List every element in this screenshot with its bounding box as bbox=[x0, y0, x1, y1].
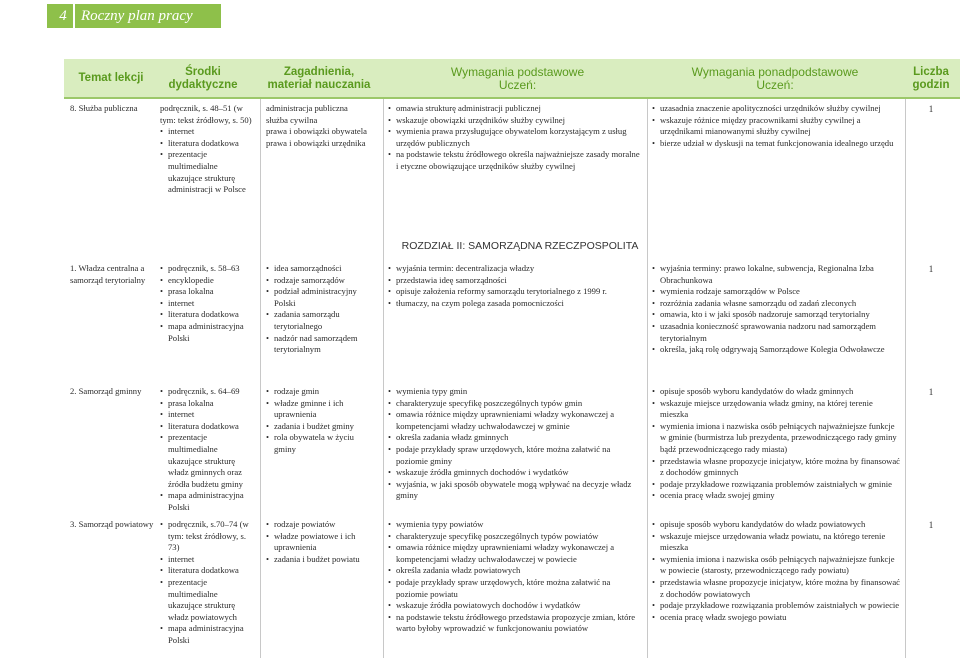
list-item: • prezentacje multimedialne ukazujące strukturę władz gminnych oraz źródła budżetu gminy bbox=[160, 432, 252, 490]
list-item: • bierze udział w dyskusji na temat funkcjonowania idealnego urzędu bbox=[652, 138, 900, 150]
list-item: • wymienia typy powiatów bbox=[388, 519, 640, 531]
page-number: 4 bbox=[59, 8, 67, 24]
list-item: służba cywilna bbox=[266, 114, 318, 125]
list-item: • uzasadnia konieczność sprawowania nadzoru nad samorządem terytorialnym bbox=[652, 321, 900, 344]
list-item: • idea samorządności bbox=[266, 263, 378, 275]
list-item: • wskazuje miejsce urzędowania władz powiatu, na którego terenie mieszka bbox=[652, 531, 900, 554]
list-item: • internet bbox=[160, 298, 252, 310]
list-item: • zadania i budżet powiatu bbox=[266, 554, 378, 566]
header-issues-line1: Zagadnienia, bbox=[283, 66, 355, 78]
header-basic bbox=[400, 66, 635, 92]
list-item: • określa zadania władz powiatowych bbox=[388, 565, 640, 577]
list-item: • określa zadania władz gminnych bbox=[388, 432, 640, 444]
list-item: • na podstawie tekstu źródłowego przedstawia propozycje zmian, które warto byłoby wprowadzić w funkcjonowaniu powiatów bbox=[388, 612, 640, 635]
row-issues bbox=[266, 519, 378, 565]
list-item: • prezentacje multimedialne ukazujące strukturę administracji w Polsce bbox=[160, 149, 252, 195]
header-rule bbox=[64, 97, 960, 99]
list-item: • zadania samorządu terytorialnego bbox=[266, 309, 378, 332]
list-item: • wyjaśnia, w jaki sposób obywatele mogą wpływać na decyzje władz gminy bbox=[388, 479, 640, 502]
header-hours-line2: godzin bbox=[912, 79, 950, 91]
list-item: • omawia, kto i w jaki sposób nadzoruje samorząd terytorialny bbox=[652, 309, 900, 321]
header-basic-line1: Wymagania podstawowe bbox=[450, 65, 585, 79]
section-title: ROZDZIAŁ II: SAMORZĄDNA RZECZPOSPOLITA bbox=[401, 240, 639, 252]
row-extended bbox=[652, 263, 900, 356]
row-issues bbox=[266, 263, 378, 356]
list-item: • wskazuje źródła gminnych dochodów i wydatków bbox=[388, 467, 640, 479]
list-item: • wyjaśnia terminy: prawo lokalne, subwencja, Regionalna Izba Obrachunkowa bbox=[652, 263, 900, 286]
row-hours: 1 bbox=[928, 387, 934, 397]
list-item: • rodzaje samorządów bbox=[266, 275, 378, 287]
page-banner bbox=[47, 4, 221, 28]
list-item: • podaje przykładowe rozwiązania problemów zaistniałych w gminie bbox=[652, 479, 900, 491]
row-basic bbox=[388, 263, 640, 309]
list-item: • podaje przykłady spraw urzędowych, które można załatwić na poziomie gminy bbox=[388, 444, 640, 467]
row-means bbox=[160, 263, 252, 344]
list-item: • uzasadnia znaczenie apolityczności urzędników służby cywilnej bbox=[652, 103, 900, 115]
list-item: • ocenia pracę władz swojego powiatu bbox=[652, 612, 900, 624]
list-item: • wymienia imiona i nazwiska osób pełniących najważniejsze funkcje w powiecie (starosty, przewodniczącego rady powiatu) bbox=[652, 554, 900, 577]
row-means bbox=[160, 103, 252, 196]
list-item: • podręcznik, s. 58–63 bbox=[160, 263, 252, 275]
list-item: • wskazuje różnice między pracownikami służby cywilnej a urzędnikami mianowanymi służby cywilnej bbox=[652, 115, 900, 138]
list-item: • prasa lokalna bbox=[160, 398, 252, 410]
row-basic bbox=[388, 103, 640, 173]
header-issues bbox=[260, 66, 378, 92]
list-item: • literatura dodatkowa bbox=[160, 138, 252, 150]
list-item: • rodzaje powiatów bbox=[266, 519, 378, 531]
list-item: • przedstawia własne propozycje inicjatyw, które można by finansować z dochodów gminnych bbox=[652, 456, 900, 479]
row-issues bbox=[266, 103, 378, 149]
row-means bbox=[160, 386, 252, 514]
header-extended-line1: Wymagania ponadpodstawowe bbox=[691, 65, 859, 79]
list-item: prawa i obowiązki urzędnika bbox=[266, 137, 366, 148]
list-item: • władze gminne i ich uprawnienia bbox=[266, 398, 378, 421]
list-item: • mapa administracyjna Polski bbox=[160, 490, 252, 513]
list-item: • opisuje sposób wyboru kandydatów do władz gminnych bbox=[652, 386, 900, 398]
list-item: • nadzór nad samorządem terytorialnym bbox=[266, 333, 378, 356]
header-issues-line2: materiał nauczania bbox=[267, 79, 371, 91]
list-item: • przedstawia własne propozycje inicjatyw, które można by finansować z dochodów powiatowych bbox=[652, 577, 900, 600]
header-hours bbox=[906, 66, 956, 92]
row-topic: 2. Samorząd gminny bbox=[70, 386, 142, 396]
list-item: • podręcznik, s.70–74 (w tym: tekst źródłowy, s. 73) bbox=[160, 519, 252, 554]
banner-title: Roczny plan pracy bbox=[81, 8, 193, 24]
header-means-line1: Środki bbox=[185, 66, 221, 78]
header-topic: Temat lekcji bbox=[78, 72, 144, 84]
column-divider bbox=[383, 99, 384, 658]
row-issues bbox=[266, 386, 378, 456]
list-item: • wymienia rodzaje samorządów w Polsce bbox=[652, 286, 900, 298]
header-basic-line2: Uczeń: bbox=[498, 78, 537, 92]
list-item: • omawia różnice między uprawnieniami władzy wykonawczej a kompetencjami władzy uchwałodawczej w gminie bbox=[388, 409, 640, 432]
column-divider bbox=[905, 99, 906, 658]
list-item: • wskazuje miejsce urzędowania władz gminy, na której terenie mieszka bbox=[652, 398, 900, 421]
header-means-line2: dydaktyczne bbox=[168, 79, 238, 91]
row-extended bbox=[652, 103, 900, 149]
list-item: • wymienia prawa przysługujące obywatelom korzystającym z usług urzędów publicznych bbox=[388, 126, 640, 149]
banner-divider bbox=[73, 4, 75, 28]
row-topic: 3. Samorząd powiatowy bbox=[70, 519, 154, 529]
header-extended bbox=[660, 66, 890, 92]
list-item: • mapa administracyjna Polski bbox=[160, 623, 252, 646]
header-means bbox=[158, 66, 248, 92]
list-item: • mapa administracyjna Polski bbox=[160, 321, 252, 344]
list-item: • wymienia typy gmin bbox=[388, 386, 640, 398]
list-item: podręcznik, s. 48–51 (w tym: tekst źródłowy, s. 50) bbox=[160, 103, 252, 125]
list-item: • omawia strukturę administracji publicznej bbox=[388, 103, 640, 115]
list-item: • określa, jaką rolę odgrywają Samorządowe Kolegia Odwoławcze bbox=[652, 344, 900, 356]
header-hours-line1: Liczba bbox=[913, 66, 949, 78]
header-extended-line2: Uczeń: bbox=[756, 78, 794, 92]
row-hours: 1 bbox=[928, 104, 934, 114]
list-item: • wyjaśnia termin: decentralizacja władzy bbox=[388, 263, 640, 275]
column-divider bbox=[647, 99, 648, 658]
list-item: • opisuje założenia reformy samorządu terytorialnego z 1999 r. bbox=[388, 286, 640, 298]
list-item: • rola obywatela w życiu gminy bbox=[266, 432, 378, 455]
list-item: • wymienia imiona i nazwiska osób pełniących najważniejsze funkcje w gminie (burmistrza lub prezydenta, przewodniczącego rady gminy bądź przewodniczącego rady miasta) bbox=[652, 421, 900, 456]
list-item: • podaje przykłady spraw urzędowych, które można załatwić na poziomie powiatu bbox=[388, 577, 640, 600]
list-item: • wskazuje obowiązki urzędników służby cywilnej bbox=[388, 115, 640, 127]
list-item: • podręcznik, s. 64–69 bbox=[160, 386, 252, 398]
list-item: • opisuje sposób wyboru kandydatów do władz powiatowych bbox=[652, 519, 900, 531]
row-basic bbox=[388, 519, 640, 635]
row-basic bbox=[388, 386, 640, 502]
list-item: • charakteryzuje specyfikę poszczególnych typów gmin bbox=[388, 398, 640, 410]
list-item: • ocenia pracę władz swojej gminy bbox=[652, 490, 900, 502]
row-extended bbox=[652, 519, 900, 623]
list-item: • tłumaczy, na czym polega zasada pomocniczości bbox=[388, 298, 640, 310]
row-hours: 1 bbox=[928, 520, 934, 530]
list-item: • przedstawia ideę samorządności bbox=[388, 275, 640, 287]
list-item: • literatura dodatkowa bbox=[160, 565, 252, 577]
column-divider bbox=[260, 99, 261, 658]
row-topic: 1. Władza centralna a samorząd terytorialny bbox=[70, 263, 146, 285]
list-item: • prezentacje multimedialne ukazujące strukturę władz powiatowych bbox=[160, 577, 252, 623]
list-item: • podział administracyjny Polski bbox=[266, 286, 378, 309]
list-item: prawa i obowiązki obywatela bbox=[266, 126, 367, 137]
list-item: • podaje przykładowe rozwiązania problemów zaistniałych w powiecie bbox=[652, 600, 900, 612]
list-item: • zadania i budżet gminy bbox=[266, 421, 378, 433]
list-item: • encyklopedie bbox=[160, 275, 252, 287]
row-hours: 1 bbox=[928, 264, 934, 274]
list-item: • władze powiatowe i ich uprawnienia bbox=[266, 531, 378, 554]
row-extended bbox=[652, 386, 900, 502]
list-item: • prasa lokalna bbox=[160, 286, 252, 298]
list-item: • wskazuje źródła powiatowych dochodów i wydatków bbox=[388, 600, 640, 612]
list-item: • internet bbox=[160, 409, 252, 421]
list-item: administracja publiczna bbox=[266, 103, 348, 113]
list-item: • literatura dodatkowa bbox=[160, 421, 252, 433]
list-item: • literatura dodatkowa bbox=[160, 309, 252, 321]
row-topic: 8. Służba publiczna bbox=[70, 103, 138, 113]
list-item: • internet bbox=[160, 554, 252, 566]
list-item: • rodzaje gmin bbox=[266, 386, 378, 398]
list-item: • rozróżnia zadania własne samorządu od zadań zleconych bbox=[652, 298, 900, 310]
list-item: • charakteryzuje specyfikę poszczególnych typów powiatów bbox=[388, 531, 640, 543]
list-item: • internet bbox=[160, 126, 252, 138]
row-means bbox=[160, 519, 252, 647]
list-item: • na podstawie tekstu źródłowego określa najważniejsze zasady moralne i etyczne obowiązujące urzędników służby cywilnej bbox=[388, 149, 640, 172]
list-item: • omawia różnice między uprawnieniami władzy wykonawczej a kompetencjami władzy uchwałodawczej w powiecie bbox=[388, 542, 640, 565]
